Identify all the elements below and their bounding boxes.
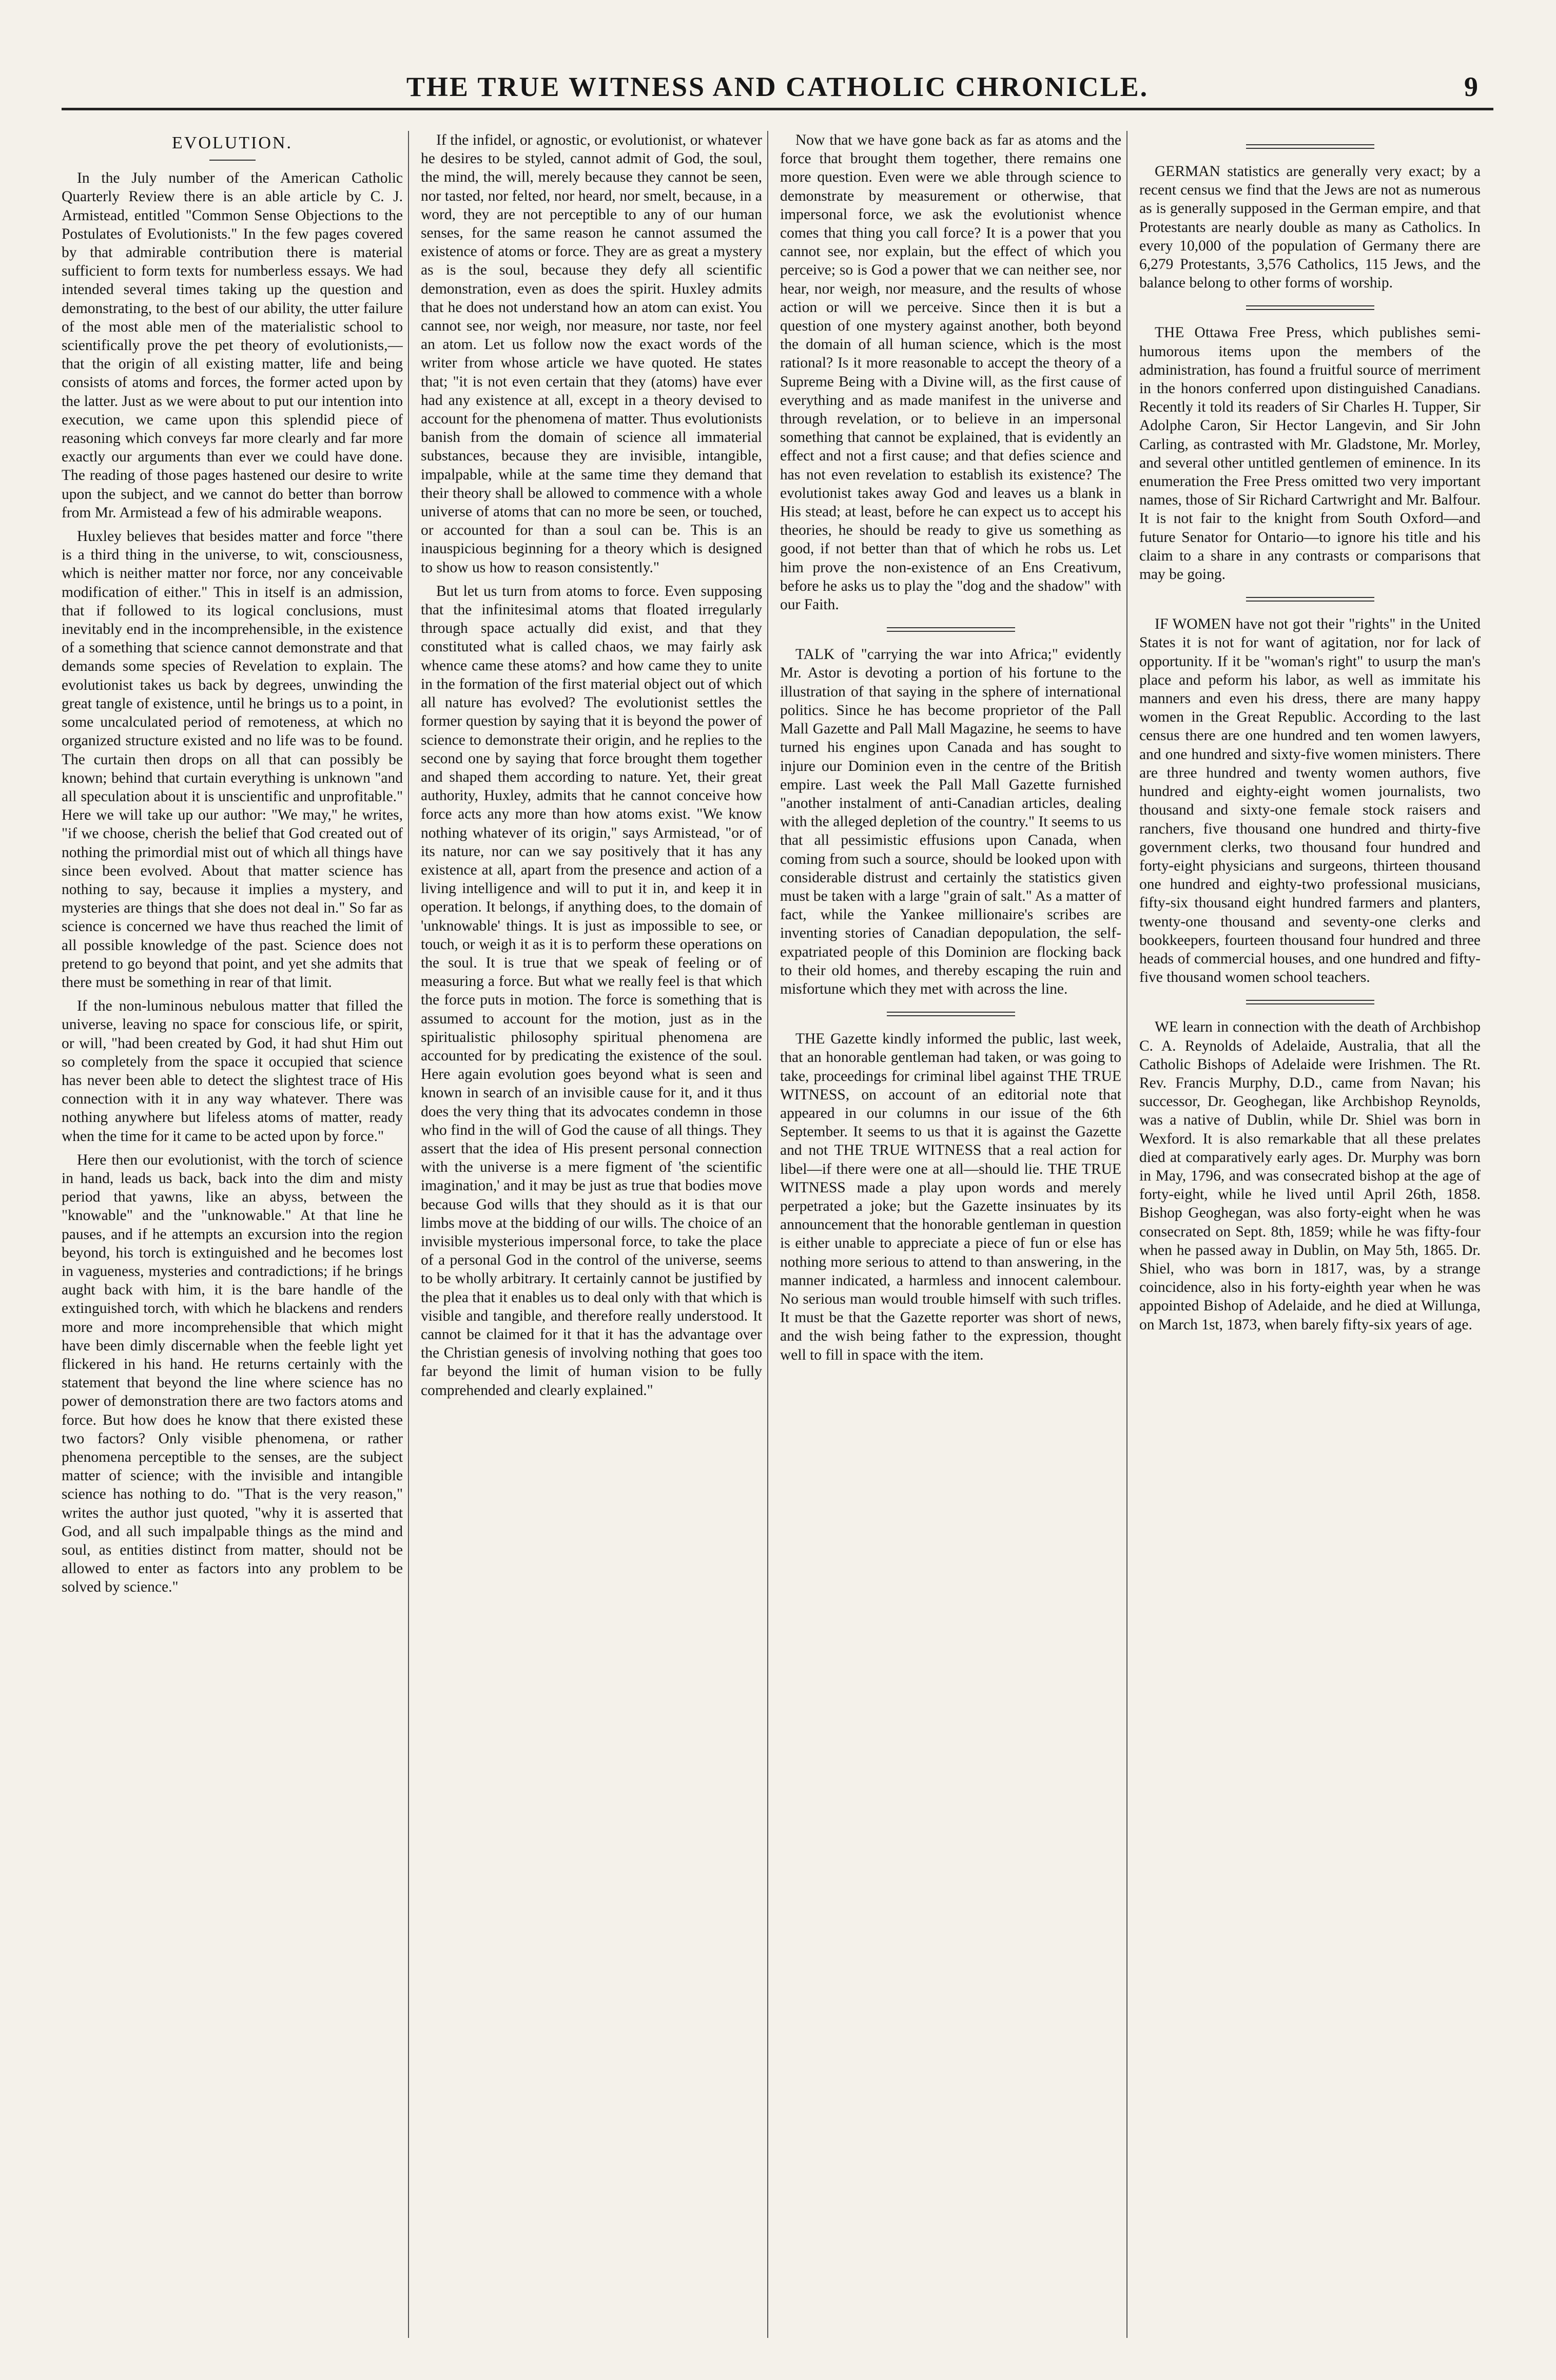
article-paragraph: Huxley believes that besides matter and force "there is a third thing in the universe, to wit, consciousness, which is neither matter nor force, nor any conceivable modification of either." This in itself is an admission, that if followed to its logical conclusions, must inevitably end in the incomprehensible, in the existence of a something that science cannot demonstrate and that demands some species of Revelation to explain. The evolutionist takes us back by degrees, unwinding the great tangle of existence, until he brings us to a point, in some uncalculated period of remoteness, at which no organized structure existed and no life was to be found. The curtain then drops on all that can possibly be known; behind that curtain everything is unknown "and all speculation about it is unscientific and unprofitable." Here we will take up our author: "We may," he writes, "if we choose, cherish the belief that God created out of nothing the primordial mist out of which all things have since been evolved. About that matter science has nothing to say, because it implies a mystery, and mysteries are things that she does not deal in." So far as science is concerned we have thus reached the limit of all possible knowledge of the past. Science does not pretend to go beyond that point, and yet she admits that there must be something in rear of that limit. xyxy=(62,528,403,991)
section-separator xyxy=(887,1012,1015,1016)
news-item: IF WOMEN have not got their "rights" in the United States it is not for want of agitation, nor for lack of opportunity. If it be "woman's right" to usurp the man's place and peform his labor, as well as immitate his manners and even his dress, there are many happy women in the Great Republic. According to the last census there are one hundred and ten women lawyers, and one hundred and sixty-five women ministers. There are three hundred and twenty women authors, five hundred and eighty-eight women journalists, two thousand and sixty-one female stock raisers and ranchers, five thousand one hundred and thirty-five government clerks, two thousand four hundred and forty-eight physicians and surgeons, thirteen thousand one hundred and eighty-two professional musicians, fifty-six thousand eight hundred farmers and planters, twenty-one thousand and seventy-one clerks and bookkeepers, fourteen thousand four hundred and three heads of commercial houses, and one hundred and fifty-five thousand women school teachers. xyxy=(1139,616,1481,986)
section-separator xyxy=(1246,144,1374,149)
article-paragraph: If the infidel, or agnostic, or evolutionist, or whatever he desires to be styled, cannot admit of God, the soul, the mind, the will, merely because they cannot be seen, nor tasted, nor felted, nor heard, nor smelt, because, in a word, they are not perceptible to any of our human senses, for the same reason he cannot assumed the existence of atoms or force. They are as great a mystery as is the soul, because they defy all scientific demonstration, even as does the spirit. Huxley admits that he does not understand how an atom can exist. You cannot see, nor weigh, nor measure, nor taste, nor feel an atom. Let us follow now the exact words of the writer from whose article we have quoted. He states that; "it is not even certain that they (atoms) have ever had any existence at all, except in a theory devised to account for the phenomena of matter. Thus evolutionists banish from the domain of science all immaterial substances, because they are invisible, intangible, impalpable, while at the same time they demand that their theory shall be allowed to commence with a whole universe of atoms that can no more be seen, or touched, or accounted for than a soul can be. This is an inauspicious beginning for a theory which is designed to show us how to reason consistently." xyxy=(421,132,762,576)
column-divider xyxy=(1126,131,1127,2338)
news-item: THE Gazette kindly informed the public, last week, that an honorable gentleman had taken, or was going to take, proceedings for criminal libel against THE TRUE WITNESS, on account of an editorial note that appeared in our columns in our issue of the 6th September. It seems to us that it is against the Gazette and not THE TRUE WITNESS that a real action for libel—if there were one at all—should lie. THE TRUE WITNESS made a play upon words and merely perpetrated a joke; but the Gazette insinuates by its announcement that the honorable gentleman in question is either unable to appreciate a piece of fun or else has nothing more serious to attend to than answering, in the manner indicated, a harmless and innocent calembour. No serious man would trouble himself with such trifles. It must be that the Gazette reporter was short of news, and the wish being father to the expression, thought well to fill in space with the item. xyxy=(780,1031,1121,1363)
column-divider xyxy=(408,131,409,2338)
newspaper-title: THE TRUE WITNESS AND CATHOLIC CHRONICLE. xyxy=(406,71,1149,102)
news-item: WE learn in connection with the death of Archbishop C. A. Reynolds of Adelaide, Australia, that all the Catholic Bishops of Adelaide were Irishmen. The Rt. Rev. Francis Murphy, D.D., came from Navan; his successor, Dr. Geoghegan, like Archbishop Reynolds, was a native of Dublin, while Dr. Shiel was born in Wexford. It is also remarkable that all these prelates died at comparatively early ages. Dr. Murphy was born in May, 1796, and was consecrated bishop at the age of forty-eight, while he lived until April 26th, 1858. Bishop Geoghegan, was also forty-eight when he was consecrated on Sept. 8th, 1859; while he was fifty-four when he passed away in Dublin, on May 5th, 1865. Dr. Shiel, who was born in 1817, was, by a strange coincidence, also in his forty-eighth year when he was appointed Bishop of Adelaide, and he died at Willunga, on March 1st, 1873, when barely fifty-six years of age. xyxy=(1139,1019,1481,1333)
news-item: TALK of "carrying the war into Africa;" evidently Mr. Astor is devoting a portion of his fortune to the illustration of that saying in the sphere of international politics. Since he has become proprietor of the Pall Mall Gazette and Pall Mall Magazine, he seems to have turned his engines upon Canada and has sought to injure our Dominion even in the centre of the British empire. Last week the Pall Mall Gazette furnished "another instalment of anti-Canadian articles, dealing with the alleged depletion of the country." It seems to us that all pessimistic effusions upon Canada, when coming from such a source, should be looked upon with considerable distrust and certainly the statistics given must be taken with a large "grain of salt." As a matter of fact, while the Yankee millionaire's scribes are inventing stories of Canadian depopulation, the self-expatriated people of this Dominion are flocking back to their old homes, and thereby escaping the ruin and misfortune which they met with across the line. xyxy=(780,646,1121,997)
page-number: 9 xyxy=(1464,71,1478,102)
article-heading: EVOLUTION. xyxy=(172,133,293,152)
column-4 xyxy=(1139,131,1481,2343)
column-3 xyxy=(780,131,1121,2343)
news-item: GERMAN statistics are generally very exact; by a recent census we find that the Jews are not as numerous as is generally supposed in the German empire, and that Protestants are nearly double as many as Catholics. In every 10,000 of the population of Germany there are 6,279 Protestants, 3,576 Catholics, 115 Jews, and the balance belong to other forms of worship. xyxy=(1139,163,1481,292)
column-1 xyxy=(62,131,403,2343)
masthead xyxy=(62,67,1493,110)
article-paragraph: But let us turn from atoms to force. Even supposing that the infinitesimal atoms that floated irregularly through space actually did exist, and that they constituted what is called chaos, we may fairly ask whence came these atoms? and how came they to unite in the formation of the first material object out of which all nature has evolved? The evolutionist settles the former question by saying that it is beyond the power of science to demonstrate their origin, and he replies to the second one by saying that force brought them together and shaped them according to nature. Yet, their great authority, Huxley, admits that he cannot conceive how force acts any more than how atoms exist. "We know nothing whatever of its origin," says Armistead, "or of its nature, nor can we say positively that it has any existence at all, apart from the presence and action of a living intelligence and will to put it in, and keep it in operation. It belongs, if anything does, to the domain of 'unknowable' things. It is just as impossible to see, or touch, or weigh it as it is to perform these operations on the soul. It is true that we speak of feeling or of measuring a force. But what we really feel is that which the force puts in motion. The force is something that is assumed to account for the motion, just as in the spiritualistic philosophy spiritual phenomena are accounted for by predicating the existence of the soul. Here again evolution goes beyond what is seen and known in search of an invisible cause for it, and it thus does the very thing that its advocates condemn in those who find in the will of God the cause of all things. They assert that the idea of His present personal connection with the universe is a mere figment of 'the scientific imagination,' and it may be just as true that bodies move because God wills that they should as it is that our limbs move at the bidding of our wills. The choice of an invisible mysterious impersonal force, to take the place of a personal God in the control of the universe, seems to be wholly arbitrary. It certainly cannot be justified by the plea that it enables us to deal only with that which is visible and tangible, and therefore really understood. It cannot be claimed for it that it has the advantage over the Christian genesis of involving nothing that goes too far beyond the limit of human vision to be fully comprehended and clearly explained." xyxy=(421,583,762,1399)
article-paragraph: Here then our evolutionist, with the torch of science in hand, leads us back, back into the dim and misty period that yawns, like an abyss, between the "knowable" and the "unknowable." At that line he pauses, and if he attempts an excursion into the region beyond, his torch is extinguished and he becomes lost in vagueness, mysteries and contradictions; if he brings aught back with him, it is the bare handle of the extinguished torch, with which he blackens and renders more and more incomprehensible that which might have been dimly discernable when the feeble light yet flickered in his hand. He returns certainly with the statement that beyond the line where science has no power of demonstration there are two factors atoms and force. But how does he know that there existed these two factors? Only visible phenomena, or rather phenomena perceptible to the senses, are the subject matter of science; with the invisible and intangible science has nothing to do. "That is the very reason," writes the author just quoted, "why it is asserted that God, and all such impalpable things as the mind and soul, as entities distinct from matter, should not be allowed to enter as factors into any problem to be solved by science." xyxy=(62,1151,403,1596)
article-paragraph: If the non-luminous nebulous matter that filled the universe, leaving no space for conscious life, or spirit, or will, "had been created by God, it had shut Him out so completely from the space it occupied that science has never been able to detect the slightest trace of His connection with it in any way whatever. There was nothing anywhere but lifeless atoms of matter, ready when the time for it came to be acted upon by force." xyxy=(62,998,403,1145)
heading-rule xyxy=(209,160,256,161)
column-divider xyxy=(767,131,768,2338)
section-separator xyxy=(1246,1000,1374,1004)
article-paragraph: In the July number of the American Catholic Quarterly Review there is an able article by C. J. Armistead, entitled "Common Sense Objections to the Postulates of Evolutionists." In the few pages covered by that admirable contribution there is material sufficient to form texts for numberless essays. We had intended several times taking up the question and demonstrating, to the best of our ability, the utter failure of the most able men of the materialistic school to scientifically prove the pet theory of evolutionists,—that the origin of all existing matter, life and being consists of atoms and forces, the former acted upon by the latter. Just as we were about to put our intention into execution, we came upon this splendid piece of reasoning which conveys far more clearly and far more exactly our arguments than ever we could have done. The reading of those pages hastened our desire to write upon the subject, and we cannot do better than borrow from Mr. Armistead a few of his admirable weapons. xyxy=(62,170,403,521)
column-2 xyxy=(421,131,762,2343)
article-paragraph: Now that we have gone back as far as atoms and the force that brought them together, there remains one more question. Even were we able through science to demonstrate by measurement or otherwise, that impersonal force, we ask the evolutionist whence comes that thing you call force? It is a power that you cannot see, nor explain, but the effect of which you perceive; so is God a power that we can neither see, nor hear, nor weigh, nor measure, and the results of whose action or will we perceive. Since then it is but a question of one mystery against another, both beyond the domain of all human science, which is the most rational? Is it more reasonable to accept the theory of a Supreme Being with a Divine will, as the first cause of everything and as made manifest in the universe and through revelation, or to believe in an impersonal something that cannot be explained, that is evidently an effect and not a first cause; and that defies science and has not even revelation to establish its existence? The evolutionist takes away God and leaves us a blank in His stead; at least, before he can expect us to accept his theories, he should be ready to give us something as good, if not better than that of which he robs us. Let him prove the non-existence of an Ens Creativum, before he asks us to play the "dog and the shadow" with our Faith. xyxy=(780,132,1121,613)
news-item: THE Ottawa Free Press, which publishes semi-humorous items upon the members of the administration, has found a fruitful source of merriment in the honors conferred upon distinguished Canadians. Recently it told its readers of Sir Charles H. Tupper, Sir Adolphe Caron, Sir Hector Langevin, and Sir John Carling, as contrasted with Mr. Gladstone, Mr. Morley, and several other untitled gentlemen of eminence. In its enumeration the Free Press omitted two very important names, those of Sir Richard Cartwright and Mr. Balfour. It is not fair to the knight from South Oxford—and future Senator for Ontario—to ignore his title and his claim to a share in any contrasts or comparisons that may be going. xyxy=(1139,324,1481,583)
section-separator xyxy=(1246,305,1374,310)
section-separator xyxy=(887,627,1015,632)
section-separator xyxy=(1246,597,1374,602)
